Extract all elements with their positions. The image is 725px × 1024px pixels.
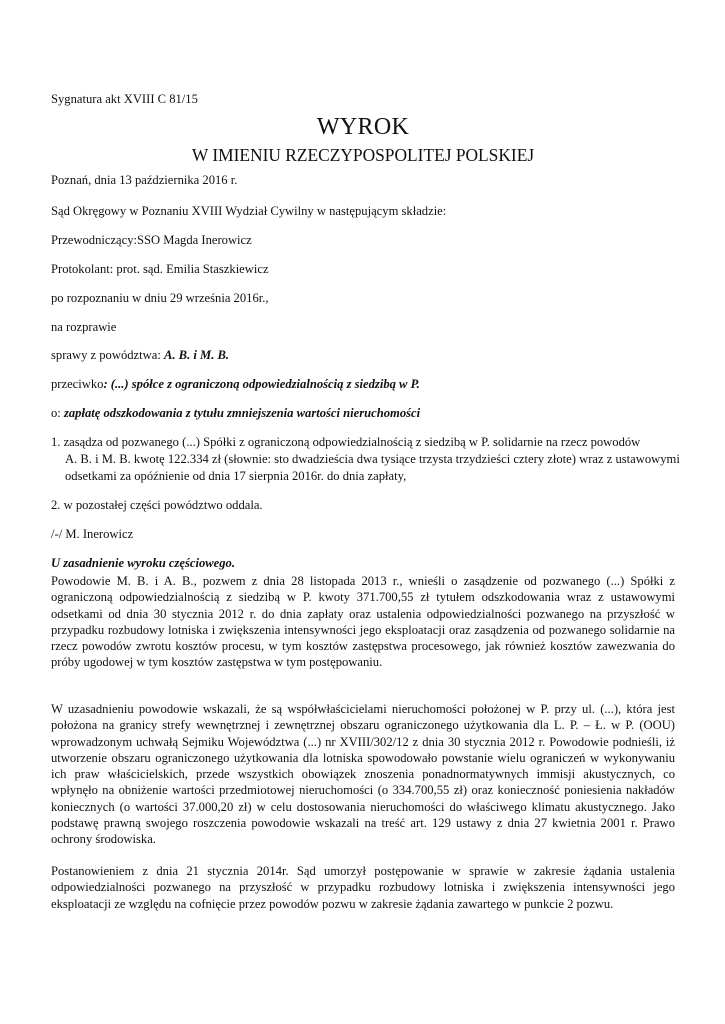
ruling-point-1-line-2: A. B. i M. B. kwotę 122.334 zł (słownie: sto dwadzieścia dwa tysiące trzysta trzydzieści cztery złote) wraz z ustawowymi — [65, 452, 680, 466]
presiding-judge: Przewodniczący:SSO Magda Inerowicz — [51, 233, 252, 247]
ruling-point-1-line-1: 1. zasądza od pozwanego (...) Spółki z ograniczoną odpowiedzialnością z siedzibą w P. solidarnie na rzecz powodów — [51, 435, 641, 449]
plaintiffs-names: A. B. i M. B. — [163, 348, 230, 362]
plaintiffs-line — [51, 347, 229, 363]
justification-paragraph-2: W uzasadnieniu powodowie wskazali, że są współwłaścicielami nieruchomości położonej w P. przy ul. (...), która jest położona na granicy strefy wewnętrznej i zewnętrznej obszaru ograniczonego użytkowania dla L. P. – Ł. w P. (OOU) wprowadzonym uchwałą Sejmiku Województwa (...) nr XVIII/302/12 z dnia 30 stycznia 2012 r. Powodowie podnieśli, iż utworzenie obszaru ograniczonego użytkowania dla lotniska spowodowało powstanie wielu ograniczeń w wykonywaniu ich praw właścicielskich, przede wszystkich obowiązek znoszenia ponadnormatywnych immisji akustycznych, co wpłynęło na obniżenie wartości przedmiotowej nieruchomości (o 334.700,55 zł) oraz konieczność poniesienia nakładów koniecznych (o wartości 37.000,20 zł) w celu dostosowania nieruchomości do właściwego klimatu akustycznego. Jako podstawę prawną swojego roszczenia powodowie wskazali na treść art. 129 ustawy z dnia 27 kwietnia 2001 r. Prawo ochrony środowiska. — [51, 702, 675, 847]
justification-paragraph-1: Powodowie M. B. i A. B., pozwem z dnia 28 listopada 2013 r., wnieśli o zasądzenie od pozwanego (...) Spółki z ograniczoną odpowiedzialnością z siedzibą w P. kwoty 371.700,55 zł tytułem odszkodowania wraz z ustawowymi odsetkami od dnia 30 stycznia 2012 r. do dnia zapłaty oraz ustalenia odpowiedzialności pozwanego na przyszłość w przypadku rozbudowy lotniska i zwiększenia intensywności jego eksploatacji oraz zasądzenia od pozwanego solidarnie na rzecz powodów zwrotu kosztów procesu, w tym kosztów zastępstwa procesowego, jak również kosztów zawezwania do próby ugodowej w tym kosztów zastępstwa w tym postępowaniu. — [51, 574, 675, 670]
plaintiffs-label: sprawy z powództwa: — [51, 348, 164, 362]
judgment-subtitle: W IMIENIU RZECZYPOSPOLITEJ POLSKIEJ — [191, 145, 535, 165]
ruling-point-1-line-3: odsetkami za opóźnienie od dnia 17 sierpnia 2016r. do dnia zapłaty, — [65, 469, 407, 483]
ruling-point-2: 2. w pozostałej części powództwo oddala. — [51, 498, 263, 512]
case-signature: Sygnatura akt XVIII C 81/15 — [51, 92, 198, 106]
court-clerk: Protokolant: prot. sąd. Emilia Staszkiewicz — [51, 262, 269, 276]
subject-value: zapłatę odszkodowania z tytułu zmniejszenia wartości nieruchomości — [63, 406, 421, 420]
court-composition: Sąd Okręgowy w Poznaniu XVIII Wydział Cywilny w następującym składzie: — [51, 204, 447, 218]
judgment-title: WYROK — [316, 114, 410, 140]
defendant-line — [51, 376, 420, 392]
subject-line — [51, 405, 420, 421]
signature-line: /-/ M. Inerowicz — [51, 527, 134, 541]
hearing-date: po rozpoznaniu w dniu 29 września 2016r., — [51, 291, 269, 305]
hearing-type: na rozprawie — [51, 320, 117, 334]
justification-heading: U zasadnienie wyroku częściowego. — [51, 556, 236, 570]
defendant-label: przeciwko — [51, 377, 104, 391]
justification-paragraph-3: Postanowieniem z dnia 21 stycznia 2014r. Sąd umorzył postępowanie w sprawie w zakresie żądania ustalenia odpowiedzialności pozwanego na przyszłość w przypadku rozbudowy lotniska i zwiększenia intensywności jego eksploatacji ze względu na cofnięcie przez powodów pozwu w zakresie żądania zawartego w punkcie 2 pozwu. — [51, 864, 675, 911]
defendant-name: : (...) spółce z ograniczoną odpowiedzialnością z siedzibą w P. — [103, 377, 420, 391]
subject-label: o: — [51, 406, 64, 420]
place-date: Poznań, dnia 13 października 2016 r. — [51, 173, 238, 187]
